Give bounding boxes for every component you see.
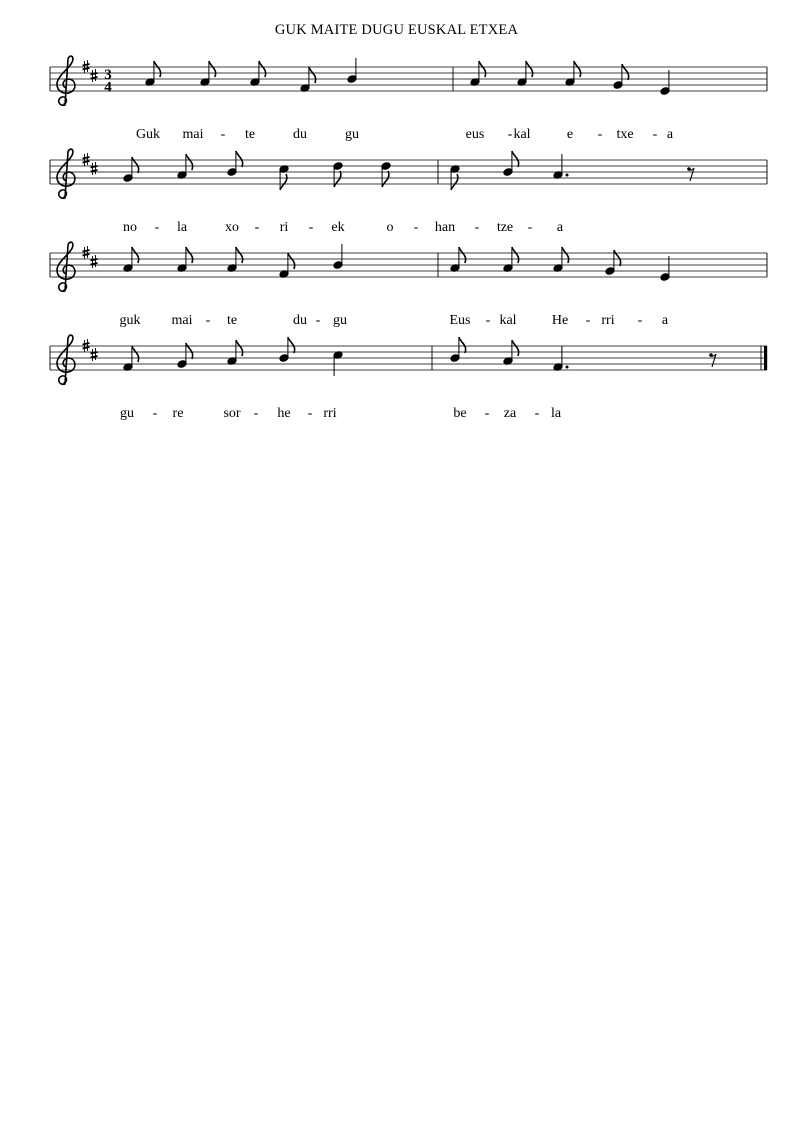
note-flag [209,61,216,77]
note-flag [132,157,139,173]
note-flag [236,151,243,167]
lyric-syllable: te [226,313,238,328]
note-flag [512,247,519,263]
note-flag [309,67,316,83]
lyric-hyphen: - [307,406,313,421]
sharp-f-icon [83,64,90,66]
lyric-syllable: kal [513,127,531,142]
lyric-syllable: a [666,127,674,142]
sharp-f-icon [83,254,90,256]
sharp-f-icon [83,347,90,349]
lyric-syllable: rri [323,406,337,421]
sharp-f-icon [83,343,90,345]
note-flag [526,61,533,77]
sharp-c-icon [91,170,98,172]
lyric-syllable: o [386,220,394,235]
note-flag [512,340,519,356]
treble-clef-icon [57,149,75,198]
final-barline-thick [764,346,767,370]
lyric-syllable: a [556,220,564,235]
note-flag [382,171,389,187]
note-flag [280,174,287,190]
note-flag [236,247,243,263]
sharp-c-icon [91,77,98,79]
note-flag [154,61,161,77]
lyric-syllable: a [661,313,669,328]
lyric-hyphen: - [637,313,643,328]
lyric-syllable: gu [333,313,347,328]
note-flag [334,171,341,187]
lyric-hyphen: - [507,127,513,142]
lyric-hyphen: - [474,220,480,235]
note-flag [479,61,486,77]
lyric-hyphen: - [154,220,160,235]
lyric-hyphen: - [253,406,259,421]
lyric-syllable: la [176,220,188,235]
lyric-hyphen: - [308,220,314,235]
lyric-syllable: tze [496,220,514,235]
sharp-f-icon [83,157,90,159]
note-flag [459,337,466,353]
note-flag [236,340,243,356]
lyric-hyphen: - [205,313,211,328]
note-flag [288,337,295,353]
note-dot [566,174,569,177]
sharp-c-icon [91,356,98,358]
note-flag [132,247,139,263]
lyric-syllable: xo [225,220,239,235]
lyric-syllable: be [453,406,467,421]
lyric-syllable: han [434,220,456,235]
time-signature-numerator: 3 [104,67,112,83]
sharp-f-icon [83,161,90,163]
note-flag [132,346,139,362]
lyric-hyphen: - [152,406,158,421]
song-title: GUK MAITE DUGU EUSKAL ETXEA [274,22,519,38]
time-signature-denominator: 4 [104,79,112,96]
note-flag [562,247,569,263]
lyric-syllable: Eus [449,313,471,328]
note-flag [451,174,458,190]
lyric-syllable: txe [616,127,634,142]
lyric-syllable: mai [182,127,204,142]
lyric-syllable: rri [601,313,615,328]
note-flag [186,343,193,359]
lyric-hyphen: - [652,127,658,142]
lyric-syllable: mai [171,313,193,328]
lyric-syllable: du [293,313,307,328]
lyric-syllable: ek [331,220,345,235]
note-flag [459,247,466,263]
lyric-hyphen: - [485,313,491,328]
lyric-hyphen: - [254,220,260,235]
lyric-hyphen: - [413,220,419,235]
lyric-syllable: He [551,313,569,328]
lyric-hyphen: - [527,220,533,235]
eighth-rest [688,168,694,181]
note-flag [574,61,581,77]
lyric-syllable: du [293,127,307,142]
lyric-hyphen: - [534,406,540,421]
note-dot [566,366,569,369]
sharp-f-icon [83,68,90,70]
lyric-hyphen: - [484,406,490,421]
lyric-syllable: guk [119,313,141,328]
lyric-syllable: la [550,406,562,421]
lyric-syllable: te [244,127,256,142]
note-flag [614,250,621,266]
note-flag [512,151,519,167]
lyric-syllable: e [566,127,574,142]
lyric-syllable: sor [223,406,241,421]
lyric-syllable: kal [499,313,517,328]
lyric-hyphen: - [220,127,226,142]
sharp-c-icon [91,263,98,265]
note-flag [288,253,295,269]
lyric-hyphen: - [315,313,321,328]
treble-clef-icon [57,56,75,105]
lyric-syllable: he [277,406,291,421]
lyric-syllable: za [503,406,517,421]
treble-clef-icon [57,242,75,291]
lyric-syllable: Guk [135,127,161,142]
lyric-syllable: no [123,220,137,235]
lyric-syllable: re [172,406,184,421]
note-flag [622,64,629,80]
note-flag [186,154,193,170]
lyric-syllable: gu [120,406,134,421]
note-flag [186,247,193,263]
note-flag [259,61,266,77]
sharp-f-icon [83,250,90,252]
lyric-syllable: gu [345,127,359,142]
treble-clef-icon [57,335,75,384]
lyric-syllable: ri [279,220,289,235]
lyric-syllable: eus [465,127,485,142]
lyric-hyphen: - [585,313,591,328]
lyric-hyphen: - [597,127,603,142]
eighth-rest [710,354,716,367]
